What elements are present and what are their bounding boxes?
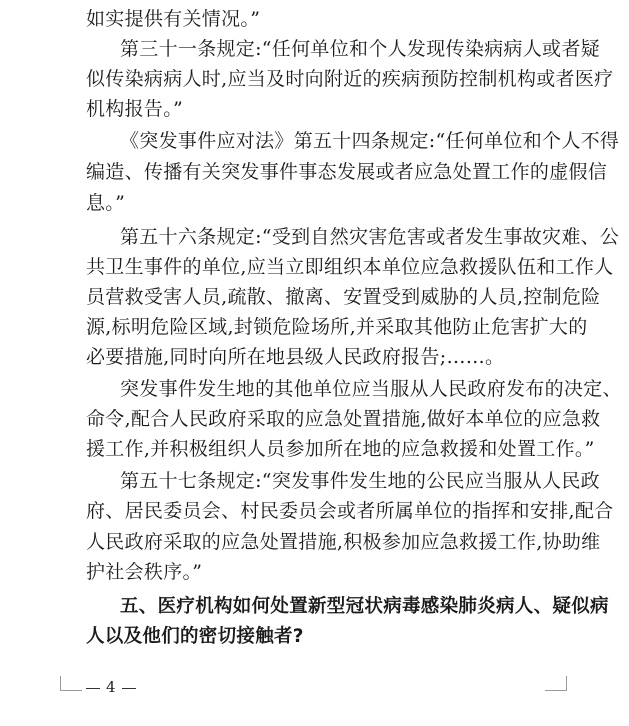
text-line: 护社会秩序。” [86, 561, 203, 583]
page-number: 4 [106, 678, 116, 696]
text-line: 员营救受害人员,疏散、撤离、安置受到威胁的人员,控制危险 [86, 286, 601, 308]
text-line: 第五十六条规定:“受到自然灾害危害或者发生事故灾难、公 [120, 226, 620, 248]
crop-mark-left-vertical [60, 676, 61, 690]
text-line: 命令,配合人民政府采取的应急处置措施,做好本单位的应急救 [86, 408, 601, 430]
text-line: 共卫生事件的单位,应当立即组织本单位应急救援队伍和工作人 [86, 256, 614, 278]
text-line: 似传染病病人时,应当及时向附近的疾病预防控制机构或者医疗 [86, 68, 614, 90]
crop-mark-left-horizontal [60, 690, 82, 691]
text-line: 如实提供有关情况。” [86, 8, 261, 30]
text-line: 编造、传播有关突发事件事态发展或者应急处置工作的虚假信 [86, 161, 608, 183]
text-line: 突发事件发生地的其他单位应当服从人民政府发布的决定、 [120, 378, 622, 400]
footer-dash-right [122, 688, 136, 689]
section-heading: 人以及他们的密切接触者? [86, 626, 304, 647]
text-line: 第三十一条规定:“任何单位和个人发现传染病病人或者疑 [120, 38, 600, 60]
text-line: 息。” [86, 192, 126, 214]
text-line: 机构报告。” [86, 98, 184, 120]
text-line: 第五十七条规定:“突发事件发生地的公民应当服从人民政 [120, 470, 600, 492]
crop-mark-right-horizontal [545, 690, 567, 691]
crop-mark-right-vertical [566, 676, 567, 690]
text-line: 府、居民委员会、村民委员会或者所属单位的指挥和安排,配合 [86, 500, 614, 522]
text-line: 人民政府采取的应急处置措施,积极参加应急救援工作,协助维 [86, 531, 601, 553]
section-heading: 五、医疗机构如何处置新型冠状病毒感染肺炎病人、疑似病 [120, 596, 609, 617]
text-line: 源,标明危险区域,封锁危险场所,并采取其他防止危害扩大的 [86, 316, 588, 338]
text-line: 援工作,并积极组织人员参加所在地的应急救援和处置工作。” [86, 438, 595, 460]
page-footer [80, 676, 200, 698]
text-line: 必要措施,同时向所在地县级人民政府报告;……。 [86, 346, 505, 368]
footer-dash-left [86, 688, 100, 689]
text-line: 《突发事件应对法》第五十四条规定:“任何单位和个人不得 [120, 130, 620, 152]
